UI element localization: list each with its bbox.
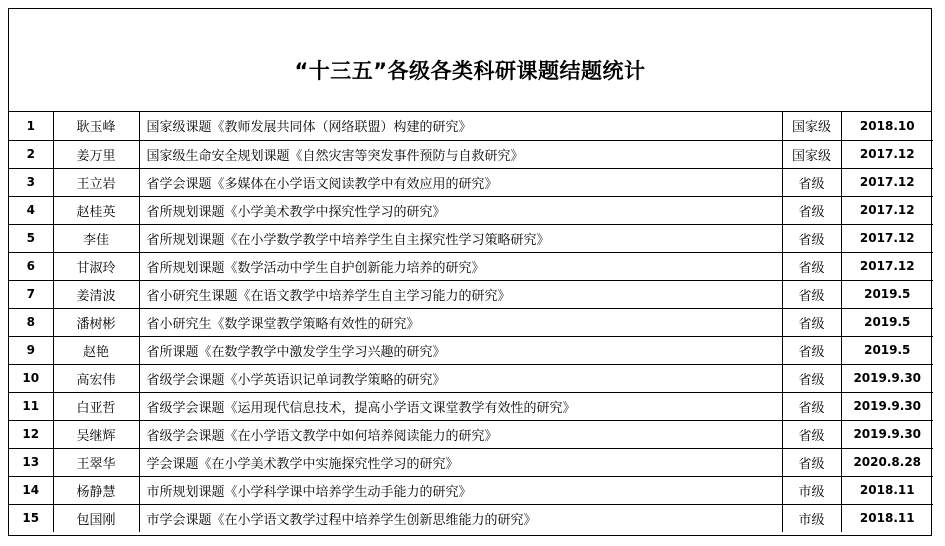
researcher-name-cell: 姜万里	[53, 140, 139, 168]
topic-level-cell: 省级	[782, 196, 841, 224]
completion-date-cell: 2018.10	[841, 112, 933, 140]
topic-title-cell: 学会课题《在小学美术教学中实施探究性学习的研究》	[139, 448, 782, 476]
table-row	[9, 168, 933, 196]
table-row	[9, 280, 933, 308]
row-number-cell: 15	[9, 504, 53, 532]
researcher-name-cell: 耿玉峰	[53, 112, 139, 140]
row-number-cell: 3	[9, 168, 53, 196]
topic-title-cell: 省学会课题《多媒体在小学语文阅读教学中有效应用的研究》	[139, 168, 782, 196]
table-row	[9, 224, 933, 252]
topic-level-cell: 省级	[782, 280, 841, 308]
topic-level-cell: 省级	[782, 308, 841, 336]
completion-date-cell: 2019.9.30	[841, 364, 933, 392]
topic-level-cell: 国家级	[782, 112, 841, 140]
row-number-cell: 1	[9, 112, 53, 140]
row-number-cell: 11	[9, 392, 53, 420]
researcher-name-cell: 吴继辉	[53, 420, 139, 448]
topic-level-cell: 省级	[782, 224, 841, 252]
topic-title-cell: 省级学会课题《小学英语识记单词教学策略的研究》	[139, 364, 782, 392]
completion-date-cell: 2018.11	[841, 476, 933, 504]
topic-title-cell: 省小研究生课题《在语文教学中培养学生自主学习能力的研究》	[139, 280, 782, 308]
topic-level-cell: 省级	[782, 392, 841, 420]
topic-title-cell: 省级学会课题《在小学语文教学中如何培养阅读能力的研究》	[139, 420, 782, 448]
topic-title-cell: 省所课题《在数学教学中激发学生学习兴趣的研究》	[139, 336, 782, 364]
researcher-name-cell: 王翠华	[53, 448, 139, 476]
completion-date-cell: 2017.12	[841, 224, 933, 252]
researcher-name-cell: 甘淑玲	[53, 252, 139, 280]
table-row	[9, 504, 933, 532]
completion-date-cell: 2019.5	[841, 336, 933, 364]
topic-level-cell: 省级	[782, 364, 841, 392]
table-row	[9, 392, 933, 420]
row-number-cell: 9	[9, 336, 53, 364]
topic-level-cell: 国家级	[782, 140, 841, 168]
researcher-name-cell: 赵艳	[53, 336, 139, 364]
completion-date-cell: 2017.12	[841, 168, 933, 196]
topic-title-cell: 省小研究生《数学课堂教学策略有效性的研究》	[139, 308, 782, 336]
researcher-name-cell: 高宏伟	[53, 364, 139, 392]
topic-level-cell: 省级	[782, 420, 841, 448]
table-row	[9, 364, 933, 392]
topic-level-cell: 省级	[782, 252, 841, 280]
row-number-cell: 7	[9, 280, 53, 308]
table-row	[9, 308, 933, 336]
completion-date-cell: 2020.8.28	[841, 448, 933, 476]
table-row	[9, 336, 933, 364]
table-row	[9, 112, 933, 140]
topic-level-cell: 省级	[782, 336, 841, 364]
researcher-name-cell: 潘树彬	[53, 308, 139, 336]
topic-level-cell: 省级	[782, 448, 841, 476]
title-row	[9, 9, 931, 112]
table-row	[9, 420, 933, 448]
statistics-sheet	[8, 8, 932, 536]
researcher-name-cell: 杨静慧	[53, 476, 139, 504]
table-row	[9, 196, 933, 224]
row-number-cell: 14	[9, 476, 53, 504]
researcher-name-cell: 王立岩	[53, 168, 139, 196]
completion-date-cell: 2019.9.30	[841, 392, 933, 420]
completion-date-cell: 2017.12	[841, 196, 933, 224]
completion-date-cell: 2019.5	[841, 308, 933, 336]
topic-title-cell: 市学会课题《在小学语文教学过程中培养学生创新思维能力的研究》	[139, 504, 782, 532]
topic-level-cell: 省级	[782, 168, 841, 196]
researcher-name-cell: 包国刚	[53, 504, 139, 532]
researcher-name-cell: 赵桂英	[53, 196, 139, 224]
table-row	[9, 252, 933, 280]
row-number-cell: 12	[9, 420, 53, 448]
topic-title-cell: 国家级生命安全规划课题《自然灾害等突发事件预防与自救研究》	[139, 140, 782, 168]
row-number-cell: 13	[9, 448, 53, 476]
topic-title-cell: 市所规划课题《小学科学课中培养学生动手能力的研究》	[139, 476, 782, 504]
row-number-cell: 4	[9, 196, 53, 224]
topic-title-cell: 省级学会课题《运用现代信息技术，提高小学语文课堂教学有效性的研究》	[139, 392, 782, 420]
row-number-cell: 5	[9, 224, 53, 252]
completion-date-cell: 2017.12	[841, 252, 933, 280]
research-topics-table	[9, 112, 933, 532]
topic-title-cell: 国家级课题《教师发展共同体（网络联盟）构建的研究》	[139, 112, 782, 140]
researcher-name-cell: 姜清波	[53, 280, 139, 308]
topic-level-cell: 市级	[782, 504, 841, 532]
topic-level-cell: 市级	[782, 476, 841, 504]
row-number-cell: 8	[9, 308, 53, 336]
page-title: “十三五”各级各类科研课题结题统计	[294, 59, 646, 83]
completion-date-cell: 2019.5	[841, 280, 933, 308]
row-number-cell: 10	[9, 364, 53, 392]
row-number-cell: 6	[9, 252, 53, 280]
researcher-name-cell: 李佳	[53, 224, 139, 252]
topic-title-cell: 省所规划课题《在小学数学教学中培养学生自主探究性学习策略研究》	[139, 224, 782, 252]
completion-date-cell: 2018.11	[841, 504, 933, 532]
table-row	[9, 140, 933, 168]
table-row	[9, 476, 933, 504]
topic-title-cell: 省所规划课题《数学活动中学生自护创新能力培养的研究》	[139, 252, 782, 280]
topic-title-cell: 省所规划课题《小学美术教学中探究性学习的研究》	[139, 196, 782, 224]
table-body	[9, 112, 933, 532]
completion-date-cell: 2019.9.30	[841, 420, 933, 448]
completion-date-cell: 2017.12	[841, 140, 933, 168]
researcher-name-cell: 白亚哲	[53, 392, 139, 420]
row-number-cell: 2	[9, 140, 53, 168]
table-row	[9, 448, 933, 476]
